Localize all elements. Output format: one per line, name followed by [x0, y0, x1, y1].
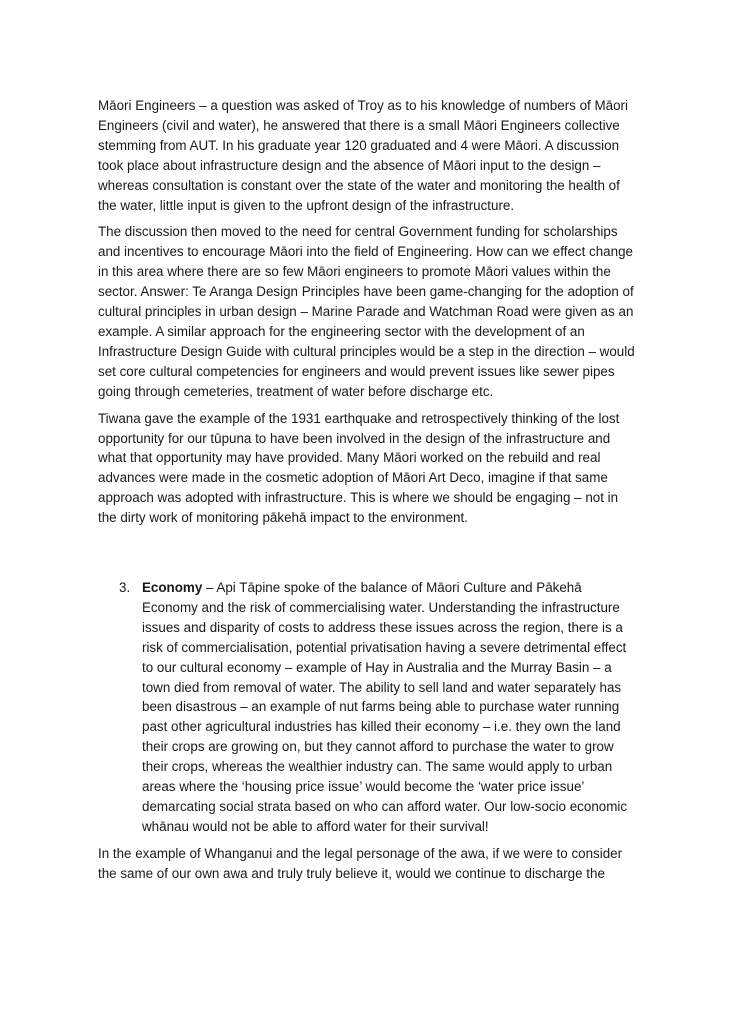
section-spacer — [98, 535, 638, 578]
paragraph-1931-earthquake: Tiwana gave the example of the 1931 earthquake and retrospectively thinking of the lost opportunity for our tūpuna to have been involved in the design of the infrastructure and what that opportunity may have provided. Many Māori worked on the rebuild and real advances were made in the cosmetic adoption of Māori Art Deco, imagine if that same approach was adopted with infrastructure. This is where we should be engaging – not in the dirty work of monitoring pākehā impact to the environment. — [98, 410, 620, 526]
list-item-heading: Economy — [142, 580, 203, 596]
list-item-number: 3. — [119, 580, 131, 596]
list-item-text: – Api Tāpine spoke of the balance of Māori Culture and Pākehā Economy and the risk of commercialising water. Understanding the infrastructure issues and disparity of costs to address these issues across the region, there is a risk of commercialisation, potential privatisation having a severe detrimental effect to our cultural economy – example of Hay in Australia and the Murray Basin – a town died from removal of water. The ability to sell land and water separately has been disastrous – an example of nut farms being able to purchase water running past other agricultural industries has killed their economy – i.e. they own the land their crops are growing on, but they cannot afford to purchase the water to grow their crops, whereas the wealthier industry can. The same would apply to urban areas where the ‘housing price issue’ would become the ‘water price issue’ demarcating social strata based on who can afford water. Our low-socio economic whānau would not be able to afford water for their survival! — [142, 580, 628, 834]
list-item-economy — [98, 578, 638, 837]
document-page — [98, 96, 638, 891]
paragraph-government-funding: The discussion then moved to the need for central Government funding for scholarships and incentives to encourage Māori into the field of Engineering. How can we effect change in this area where there are so few Māori engineers to promote Māori values within the sector. Answer: Te Aranga Design Principles have been game-changing for the adoption of cultural principles in urban design – Marine Parade and Watchman Road were given as an example. A similar approach for the engineering sector with the development of an Infrastructure Design Guide with cultural principles would be a step in the direction – would set core cultural competencies for engineers and would prevent issues like sewer pipes going through cemeteries, treatment of water before discharge etc. — [98, 224, 635, 399]
paragraph-maori-engineers: Māori Engineers – a question was asked of Troy as to his knowledge of numbers of Māori Engineers (civil and water), he answered that there is a small Māori Engineers collective stemming from AUT. In his graduate year 120 graduated and 4 were Māori. A discussion took place about infrastructure design and the absence of Māori input to the design – whereas consultation is constant over the state of the water and monitoring the health of the water, little input is given to the upfront design of the infrastructure. — [98, 98, 628, 213]
paragraph-whanganui: In the example of Whanganui and the legal personage of the awa, if we were to consider the same of our own awa and truly truly believe it, would we continue to discharge the — [98, 845, 623, 881]
